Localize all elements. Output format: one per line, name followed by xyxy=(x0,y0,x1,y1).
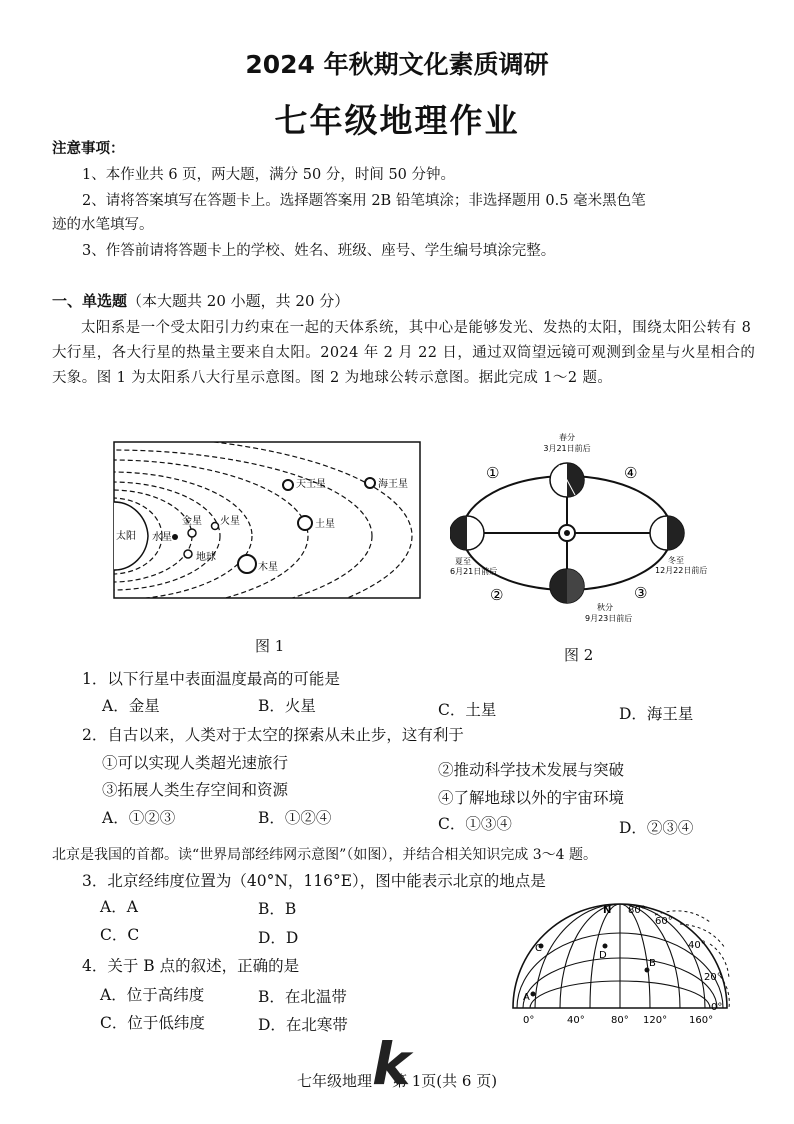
point-d-label: D xyxy=(599,950,607,961)
lon-120-label: 120° xyxy=(643,1015,668,1026)
sun-label: 太阳 xyxy=(116,531,136,542)
q2-option-d[interactable]: D．②③④ xyxy=(619,819,694,837)
q2-option-a[interactable]: A．①②③ xyxy=(102,809,176,827)
point-a-label: A xyxy=(523,992,530,1003)
uranus-dot xyxy=(283,480,293,490)
notice-heading: 注意事项： xyxy=(52,141,125,157)
saturn-dot xyxy=(298,516,312,530)
q3-option-b[interactable]: B．B xyxy=(258,900,297,918)
summer-label: 夏至 xyxy=(455,557,471,566)
section-heading xyxy=(52,290,349,311)
autumn-date: 9月23日前后 xyxy=(585,614,633,623)
exam-subtitle: 七年级地理作业 xyxy=(274,101,520,140)
figure-2-caption: 图 2 xyxy=(564,646,594,664)
lat-20-label: 20° xyxy=(704,972,722,983)
mercury-label: 水星 xyxy=(152,532,172,543)
position-1-label: ① xyxy=(486,464,500,482)
intro-questions-3-4: 北京是我国的首都。读“世界局部经纬网示意图”（如图），并结合相关知识完成 3～4 题。 xyxy=(52,847,598,863)
spring-label: 春分 xyxy=(559,433,575,442)
q3-option-d[interactable]: D．D xyxy=(258,929,299,947)
point-b-label: B xyxy=(649,958,656,969)
lat-80-label: 80° xyxy=(628,905,646,916)
q2-option-c[interactable]: C．①③④ xyxy=(438,815,512,833)
watermark-k: k xyxy=(372,1030,411,1098)
q1-option-b[interactable]: B．火星 xyxy=(258,697,316,715)
autumn-label: 秋分 xyxy=(597,603,613,612)
mercury-dot xyxy=(172,534,178,540)
footer-subject: 七年级地理 xyxy=(296,1072,372,1090)
section-note: （本大题共 20 小题，共 20 分） xyxy=(127,292,350,310)
q1-option-a[interactable]: A．金星 xyxy=(102,697,160,715)
position-2-label: ② xyxy=(490,586,504,604)
notice-item-3: 3、作答前请将答题卡上的学校、姓名、班级、座号、学生编号填涂完整。 xyxy=(82,243,556,259)
lon-80-label: 80° xyxy=(611,1015,629,1026)
q4-option-d[interactable]: D．在北寒带 xyxy=(258,1016,348,1034)
section-title: 一、单选题 xyxy=(52,292,128,310)
lat-60-label: 60° xyxy=(655,916,673,927)
venus-label: 金星 xyxy=(182,516,202,527)
lon-0-label: 0° xyxy=(523,1015,535,1026)
lat-40-label: 40° xyxy=(688,940,706,951)
q4-option-b[interactable]: B．在北温带 xyxy=(258,988,347,1006)
q4-option-c[interactable]: C．位于低纬度 xyxy=(100,1014,205,1032)
q2-statement-1: ①可以实现人类超光速旅行 xyxy=(102,754,289,772)
q4-stem: 4．关于 B 点的叙述，正确的是 xyxy=(82,957,300,975)
figure-2-earth-revolution xyxy=(450,430,710,630)
q1-option-d[interactable]: D．海王星 xyxy=(619,705,694,723)
footer-page-number: 第 1页(共 6 页) xyxy=(391,1072,498,1090)
point-c-label: C xyxy=(535,943,542,954)
neptune-dot xyxy=(365,478,375,488)
lon-40-label: 40° xyxy=(567,1015,585,1026)
q2-stem: 2．自古以来，人类对于太空的探索从未止步，这有利于 xyxy=(82,726,464,744)
lon-160-label: 160° xyxy=(689,1015,714,1026)
q3-option-c[interactable]: C．C xyxy=(100,926,140,944)
spring-date: 3月21日前后 xyxy=(543,444,591,453)
q3-option-a[interactable]: A．A xyxy=(100,898,138,916)
q2-option-b[interactable]: B．①②④ xyxy=(258,809,332,827)
venus-dot xyxy=(188,529,196,537)
position-4-label: ④ xyxy=(624,464,638,482)
winter-date: 12月22日前后 xyxy=(655,566,708,575)
exam-title: 2024 年秋期文化素质调研 xyxy=(245,50,549,79)
notice-item-2-cont: 迹的水笔填写。 xyxy=(52,217,154,233)
north-pole-label: N xyxy=(603,905,612,916)
summer-date: 6月21日前后 xyxy=(450,567,498,576)
mars-dot xyxy=(212,523,219,530)
winter-label: 冬至 xyxy=(668,556,684,565)
q2-statement-2: ②推动科学技术发展与突破 xyxy=(438,761,625,779)
earth-label: 地球 xyxy=(196,552,216,563)
figure-1-solar-system xyxy=(112,440,422,600)
jupiter-label: 木星 xyxy=(258,562,278,573)
figure-1-caption: 图 1 xyxy=(255,637,285,655)
q2-statement-4: ④了解地球以外的宇宙环境 xyxy=(438,789,625,807)
q1-option-c[interactable]: C．土星 xyxy=(438,701,497,719)
earth-dot xyxy=(184,550,192,558)
q1-stem: 1．以下行星中表面温度最高的可能是 xyxy=(82,670,340,688)
notice-item-1: 1、本作业共 6 页，两大题，满分 50 分，时间 50 分钟。 xyxy=(82,167,456,183)
q4-option-a[interactable]: A．位于高纬度 xyxy=(100,986,205,1004)
notice-item-2: 2、请将答案填写在答题卡上。选择题答案用 2B 铅笔填涂；非选择题用 0.5 毫米黑色笔 xyxy=(82,193,646,209)
jupiter-dot xyxy=(238,555,256,573)
saturn-label: 土星 xyxy=(315,519,335,530)
q2-statement-3: ③拓展人类生存空间和资源 xyxy=(102,781,289,799)
lat-0-label: 0° xyxy=(711,1002,723,1013)
neptune-label: 海王星 xyxy=(378,479,408,490)
mars-label: 火星 xyxy=(220,516,240,527)
position-3-label: ③ xyxy=(634,584,648,602)
uranus-label: 天王星 xyxy=(296,479,326,490)
q3-stem: 3．北京经纬度位置为（40°N，116°E），图中能表示北京的地点是 xyxy=(82,872,546,890)
graticule-map xyxy=(505,898,735,1030)
passage-solar-system: 太阳系是一个受太阳引力约束在一起的天体系统，其中心是能够发光、发热的太阳，围绕太阳公转有 8 大行星，各大行星的热量主要来自太阳。2024 年 2 月 22 日，通过双筒望远镜可观测到金星与火星相合的天象。图 1 为太阳系八大行星示意图。图 2 为地球公转示意图。据此完成 1～2 题。 xyxy=(52,320,756,386)
